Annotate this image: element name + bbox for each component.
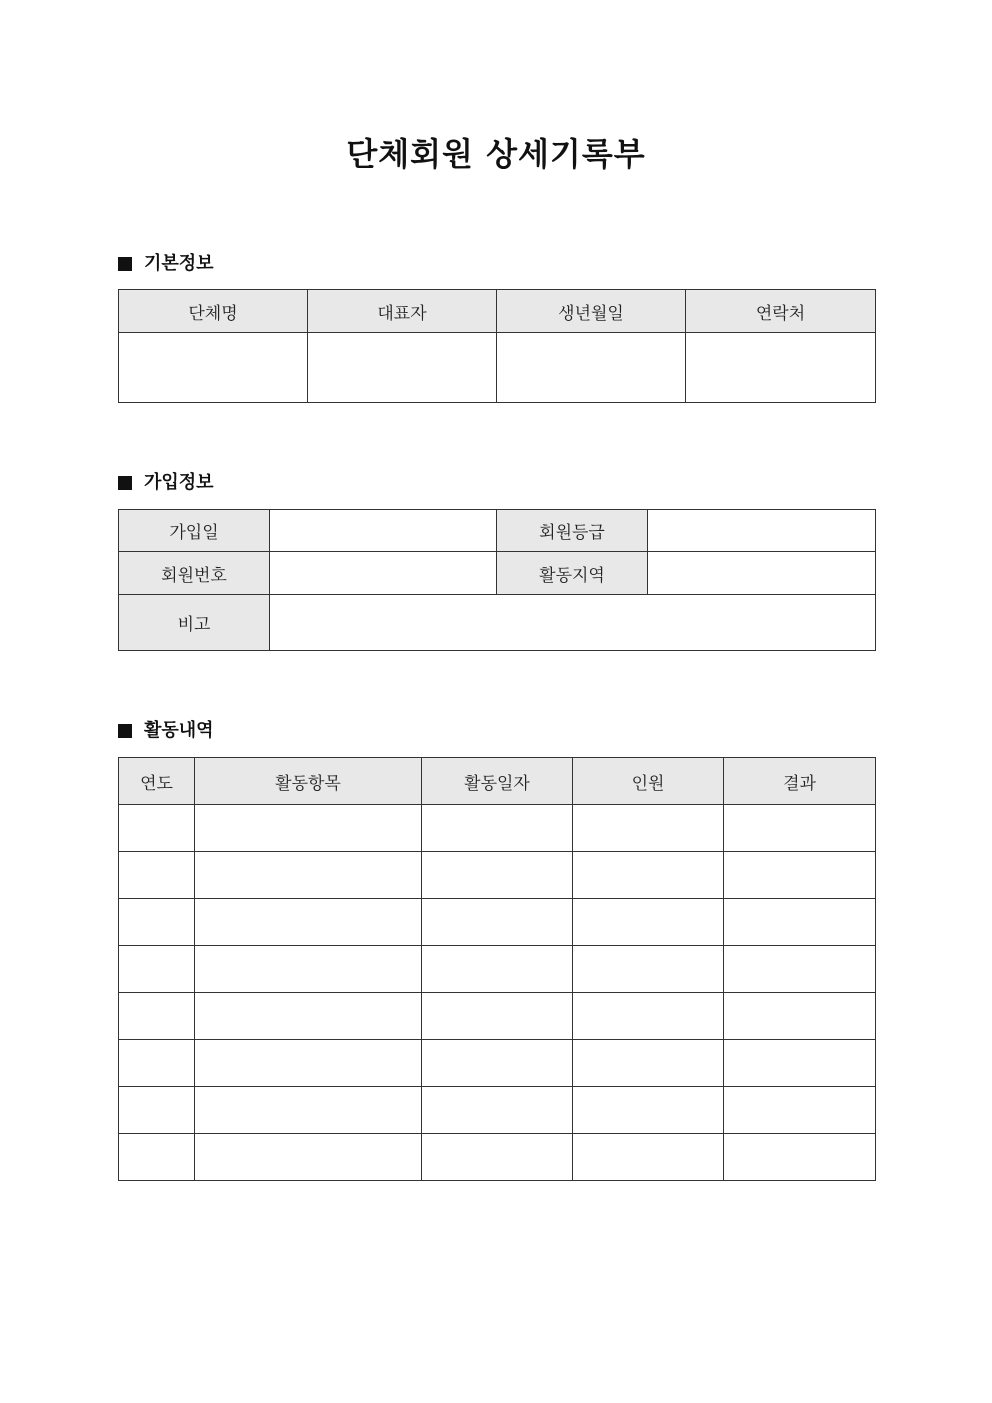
member-grade-field[interactable] bbox=[648, 510, 876, 552]
contact-field[interactable] bbox=[686, 333, 876, 403]
result-cell[interactable] bbox=[724, 1040, 876, 1087]
participants-cell[interactable] bbox=[573, 1040, 724, 1087]
column-header-activity-item: 활동항목 bbox=[195, 758, 422, 805]
year-cell[interactable] bbox=[119, 1040, 195, 1087]
group-name-field[interactable] bbox=[119, 333, 308, 403]
activity-date-cell[interactable] bbox=[422, 1040, 573, 1087]
participants-cell[interactable] bbox=[573, 852, 724, 899]
activity-item-cell[interactable] bbox=[195, 993, 422, 1040]
activity-date-cell[interactable] bbox=[422, 805, 573, 852]
result-cell[interactable] bbox=[724, 852, 876, 899]
member-grade-label: 회원등급 bbox=[497, 510, 648, 552]
activity-region-label: 활동지역 bbox=[497, 552, 648, 595]
basic-info-table bbox=[118, 289, 876, 403]
participants-cell[interactable] bbox=[573, 946, 724, 993]
activity-item-cell[interactable] bbox=[195, 1087, 422, 1134]
membership-info-heading bbox=[118, 469, 214, 497]
activity-history-table bbox=[118, 757, 876, 1181]
representative-field[interactable] bbox=[308, 333, 497, 403]
activity-date-cell[interactable] bbox=[422, 899, 573, 946]
result-cell[interactable] bbox=[724, 1134, 876, 1181]
participants-cell[interactable] bbox=[573, 1087, 724, 1134]
join-date-field[interactable] bbox=[270, 510, 497, 552]
table-row bbox=[119, 1040, 876, 1087]
table-row bbox=[119, 852, 876, 899]
result-cell[interactable] bbox=[724, 1087, 876, 1134]
join-date-label: 가입일 bbox=[119, 510, 270, 552]
column-header-group-name: 단체명 bbox=[119, 290, 308, 333]
column-header-birth-date: 생년월일 bbox=[497, 290, 686, 333]
black-square-icon bbox=[118, 476, 132, 490]
membership-info-heading-label: 가입정보 bbox=[144, 472, 214, 493]
participants-cell[interactable] bbox=[573, 805, 724, 852]
column-header-result: 결과 bbox=[724, 758, 876, 805]
black-square-icon bbox=[118, 724, 132, 738]
activity-header-row bbox=[119, 758, 876, 805]
basic-info-header-row bbox=[119, 290, 876, 333]
membership-info-table bbox=[118, 509, 876, 651]
year-cell[interactable] bbox=[119, 1134, 195, 1181]
activity-history-heading-label: 활동내역 bbox=[144, 720, 214, 741]
year-cell[interactable] bbox=[119, 852, 195, 899]
table-row bbox=[119, 1087, 876, 1134]
year-cell[interactable] bbox=[119, 805, 195, 852]
year-cell[interactable] bbox=[119, 993, 195, 1040]
result-cell[interactable] bbox=[724, 805, 876, 852]
result-cell[interactable] bbox=[724, 993, 876, 1040]
table-row bbox=[119, 805, 876, 852]
remarks-field[interactable] bbox=[270, 595, 876, 651]
membership-row bbox=[119, 595, 876, 651]
year-cell[interactable] bbox=[119, 1087, 195, 1134]
participants-cell[interactable] bbox=[573, 993, 724, 1040]
activity-date-cell[interactable] bbox=[422, 1087, 573, 1134]
activity-item-cell[interactable] bbox=[195, 852, 422, 899]
basic-info-entry-row bbox=[119, 333, 876, 403]
black-square-icon bbox=[118, 257, 132, 271]
activity-date-cell[interactable] bbox=[422, 946, 573, 993]
activity-item-cell[interactable] bbox=[195, 946, 422, 993]
activity-item-cell[interactable] bbox=[195, 1040, 422, 1087]
birth-date-field[interactable] bbox=[497, 333, 686, 403]
table-row bbox=[119, 946, 876, 993]
membership-row bbox=[119, 552, 876, 595]
remarks-label: 비고 bbox=[119, 595, 270, 651]
basic-info-heading bbox=[118, 250, 214, 278]
year-cell[interactable] bbox=[119, 946, 195, 993]
column-header-participants: 인원 bbox=[573, 758, 724, 805]
page-title: 단체회원 상세기록부 bbox=[346, 135, 646, 173]
result-cell[interactable] bbox=[724, 899, 876, 946]
member-number-label: 회원번호 bbox=[119, 552, 270, 595]
participants-cell[interactable] bbox=[573, 1134, 724, 1181]
result-cell[interactable] bbox=[724, 946, 876, 993]
column-header-year: 연도 bbox=[119, 758, 195, 805]
basic-info-heading-label: 기본정보 bbox=[144, 253, 214, 274]
activity-region-field[interactable] bbox=[648, 552, 876, 595]
year-cell[interactable] bbox=[119, 899, 195, 946]
table-row bbox=[119, 993, 876, 1040]
activity-date-cell[interactable] bbox=[422, 1134, 573, 1181]
column-header-representative: 대표자 bbox=[308, 290, 497, 333]
activity-item-cell[interactable] bbox=[195, 899, 422, 946]
activity-date-cell[interactable] bbox=[422, 993, 573, 1040]
membership-row bbox=[119, 510, 876, 552]
table-row bbox=[119, 1134, 876, 1181]
column-header-activity-date: 활동일자 bbox=[422, 758, 573, 805]
participants-cell[interactable] bbox=[573, 899, 724, 946]
member-number-field[interactable] bbox=[270, 552, 497, 595]
activity-history-heading bbox=[118, 717, 214, 745]
activity-item-cell[interactable] bbox=[195, 1134, 422, 1181]
activity-item-cell[interactable] bbox=[195, 805, 422, 852]
column-header-contact: 연락처 bbox=[686, 290, 876, 333]
activity-date-cell[interactable] bbox=[422, 852, 573, 899]
table-row bbox=[119, 899, 876, 946]
